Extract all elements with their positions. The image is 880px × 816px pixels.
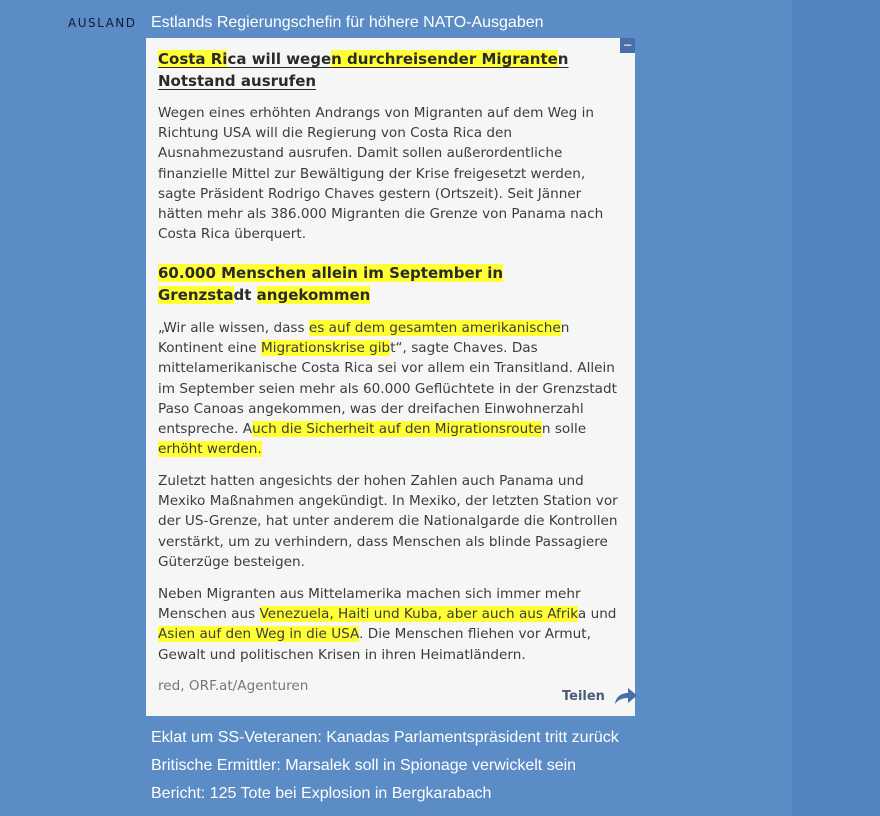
headline-link-estland[interactable]: Estlands Regierungschefin für höhere NATO-Ausgaben bbox=[151, 14, 544, 31]
paragraph-2: „Wir alle wissen, dass es auf dem gesamten amerikanischen Kontinent eine Migrationskrise gibt“, sagte Chaves. Das mittelamerikanische Costa Rica sei vor allem ein Transitland. Allein im September seien mehr als 60.000 Geflüchtete in der Grenzstadt Paso Canoas angekommen, was der dreifachen Einwohnerzahl entspreche. Auch die Sicherheit auf den Migrationsrouten solle erhöht werden. bbox=[158, 320, 617, 458]
subheading-highlight: 60.000 Menschen allein im September in Grenzsta bbox=[158, 264, 504, 304]
paragraph-3: Zuletzt hatten angesichts der hohen Zahlen auch Panama und Mexiko Maßnahmen angekündigt. In Mexiko, der letzten Station vor der US-Grenze, hat unter anderem die Nationalgarde die Kontrollen verstärkt, um zu verhindern, dass Menschen als blinde Passagiere Güterzüge besteigen. bbox=[158, 473, 618, 570]
share-arrow-icon bbox=[613, 686, 639, 706]
headline-link-marsalek[interactable]: Britische Ermittler: Marsalek soll in Spionage verwickelt sein bbox=[151, 757, 577, 774]
headline-link-kanada[interactable]: Eklat um SS-Veteranen: Kanadas Parlamentspräsident tritt zurück bbox=[151, 729, 619, 746]
title-highlight: n durchreisender Migrante bbox=[331, 50, 558, 68]
source-credit: red, ORF.at/Agenturen bbox=[158, 678, 309, 694]
paragraph-1: Wegen eines erhöhten Andrangs von Migranten auf dem Weg in Richtung USA will die Regierung von Costa Rica den Ausnahmezustand ausrufen. Damit sollen außerordentliche finanzielle Mittel zur Bewältigung der Krise freigesetzt werden, sagte Präsident Rodrigo Chaves gestern (Ortszeit). Seit Jänner hätten mehr als 386.000 Migranten die Grenze von Panama nach Costa Rica überquert. bbox=[158, 105, 604, 243]
subheading: 60.000 Menschen allein im September in Grenzstadt angekommen bbox=[158, 264, 504, 304]
text-highlight: Venezuela, Haiti und Kuba, aber auch aus Afrik bbox=[259, 606, 578, 623]
headline-link-bergkarabach[interactable]: Bericht: 125 Tote bei Explosion in Bergkarabach bbox=[151, 785, 492, 802]
subheading-highlight: angekommen bbox=[256, 286, 371, 304]
story-card bbox=[146, 38, 635, 716]
share-button[interactable] bbox=[562, 684, 639, 708]
right-background-strip bbox=[792, 0, 880, 816]
text-highlight: es auf dem gesamten amerikanische bbox=[308, 320, 561, 336]
collapse-button[interactable]: − bbox=[620, 38, 635, 53]
text-highlight: Migrationskrise gib bbox=[260, 340, 391, 357]
title-highlight: Costa Ri bbox=[158, 50, 228, 68]
section-label: AUSLAND bbox=[68, 16, 137, 30]
text-highlight: erhöht werden. bbox=[158, 441, 262, 458]
text-highlight: Asien auf den Weg in die USA bbox=[158, 626, 360, 643]
paragraph-4: Neben Migranten aus Mittelamerika machen sich immer mehr Menschen aus Venezuela, Haiti und Kuba, aber auch aus Afrika und Asien auf den Weg in die USA. Die Menschen fliehen vor Armut, Gewalt und politischen Krisen in ihren Heimatländern. bbox=[158, 586, 617, 663]
text-highlight: uch die Sicherheit auf den Migrationsroute bbox=[252, 421, 542, 438]
share-label: Teilen bbox=[562, 688, 605, 704]
story-title[interactable]: Costa Rica will wegen durchreisender Migranten Notstand ausrufen bbox=[158, 50, 569, 90]
